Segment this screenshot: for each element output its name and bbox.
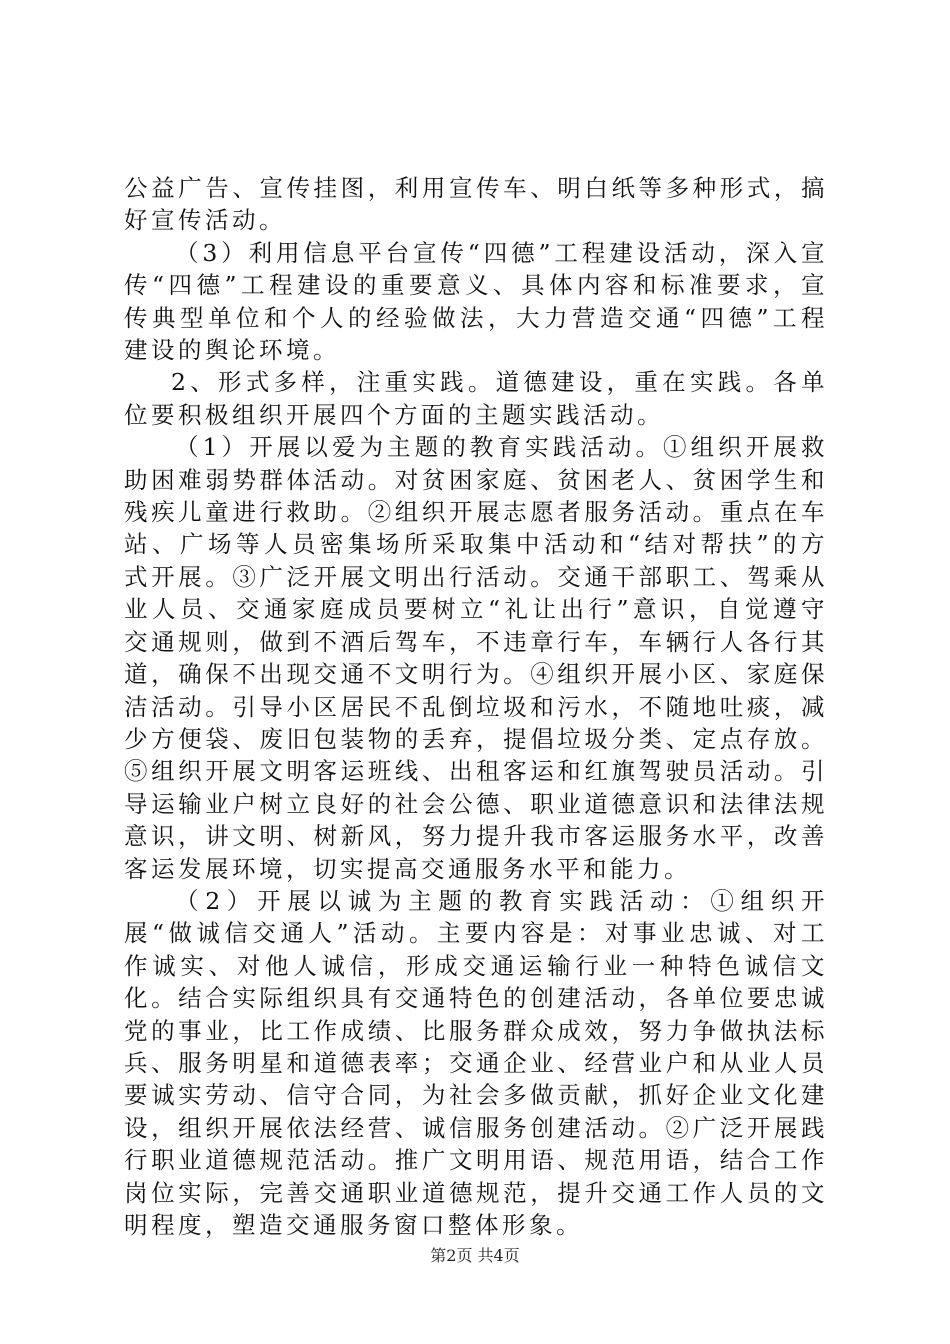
paragraph-4: （1）开展以爱为主题的教育实践活动。①组织开展救助困难弱势群体活动。对贫困家庭、贫困老人、贫困学生和残疾儿童进行救助。②组织开展志愿者服务活动。重点在车站、广场等人员密集场所采取集中活动和“结对帮扶”的方式开展。③广泛开展文明出行活动。交通干部职工、驾乘从业人员、交通家庭成员要树立“礼让出行”意识，自觉遵守交通规则，做到不酒后驾车，不违章行车，车辆行人各行其道，确保不出现交通不文明行为。④组织开展小区、家庭保洁活动。引导小区居民不乱倒垃圾和污水，不随地吐痰，减少方便袋、废旧包装物的丢弃，提倡垃圾分类、定点存放。⑤组织开展文明客运班线、出租客运和红旗驾驶员活动。引导运输业户树立良好的社会公德、职业道德意识和法律法规意识，讲文明、树新风，努力提升我市客运服务水平，改善客运发展环境，切实提高交通服务水平和能力。: [124, 433, 828, 883]
paragraph-5: （2）开展以诚为主题的教育实践活动：①组织开展“做诚信交通人”活动。主要内容是：对事业忠诚、对工作诚实、对他人诚信，形成交通运输行业一种特色诚信文化。结合实际组织具有交通特色的创建活动，各单位要忠诚党的事业，比工作成绩、比服务群众成效，努力争做执法标兵、服务明星和道德表率；交通企业、经营业户和从业人员要诚实劳动、信守合同，为社会多做贡献，抓好企业文化建设，组织开展依法经营、诚信服务创建活动。②广泛开展践行职业道德规范活动。推广文明用语、规范用语，结合工作岗位实际，完善交通职业道德规范，提升交通工作人员的文明程度，塑造交通服务窗口整体形象。: [124, 886, 828, 1239]
paragraph-1: 公益广告、宣传挂图，利用宣传车、明白纸等多种形式，搞好宣传活动。: [124, 174, 828, 235]
page-footer: 第2页 共4页: [430, 1246, 520, 1265]
paragraph-2: （3）利用信息平台宣传“四德”工程建设活动，深入宣传“四德”工程建设的重要意义、具体内容和标准要求，宣传典型单位和个人的经验做法，大力营造交通“四德”工程建设的舆论环境。: [124, 238, 828, 365]
paragraph-3: 2、形式多样，注重实践。道德建设，重在实践。各单位要积极组织开展四个方面的主题实践活动。: [124, 368, 828, 429]
document-body: [124, 172, 828, 1241]
